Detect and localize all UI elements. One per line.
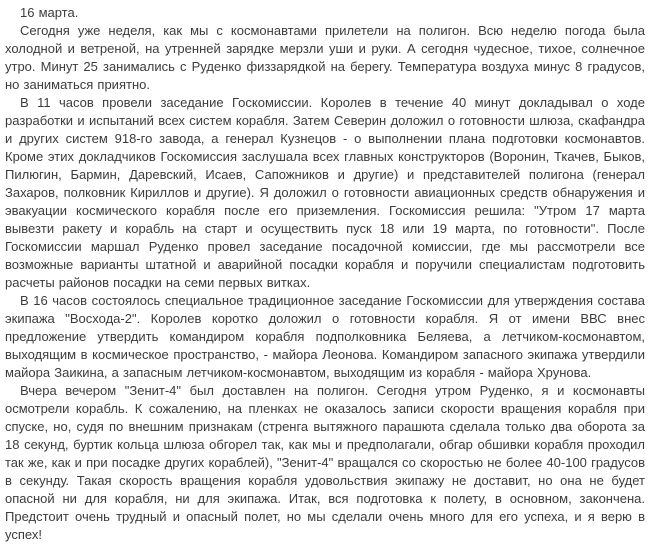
- date-heading: 16 марта.: [20, 5, 79, 20]
- paragraph-zenit-inspection: Вчера вечером "Зенит-4" был доставлен на полигон. Сегодня утром Руденко, я и космонавты осмотрели корабль. К сожалению, на пленках не оказалось записи скорости вращения корабля при спуске, но, судя по внешним признакам (стренга вытяжного парашюта сделала только два оборота за 18 секунд, буртик кольца шлюза обгорел так, как мы и предполагали, обгар обшивки корабля проходил так же, как и при посадке других кораблей), "Зенит-4" вращался со скоростью не более 40-100 градусов в секунду. Такая скорость вращения корабля удовольствия экипажу не доставит, но она не будет опасной ни для корабля, ни для экипажа. Итак, вся подготовка к полету, в основном, закончена. Предстоит очень трудный и опасный полет, но мы сделали очень много для его успеха, и я верю в успех!: [5, 383, 645, 542]
- paragraph-state-commission: В 11 часов провели заседание Госкомиссии. Королев в течение 40 минут докладывал о ходе разработки и испытаний всех систем корабля. Затем Северин доложил о готовности шлюза, скафандра и других систем 918-го завода, а генерал Кузнецов - о выполнении плана подготовки космонавтов. Кроме этих докладчиков Госкомиссия заслушала всех главных конструкторов (Воронин, Ткачев, Быков, Пилюгин, Бармин, Даревский, Исаев, Сапожников и другие) и представителей полигона (генерал Захаров, полковник Кириллов и другие). Я доложил о готовности авиационных средств обнаружения и эвакуации космического корабля после его приземления. Госкомиссия решила: "Утром 17 марта вывезти ракету и корабль на старт и осуществить пуск 18 или 19 марта, по готовности". После Госкомиссии маршал Руденко провел заседание посадочной комиссии, где мы рассмотрели все возможные варианты штатной и аварийной посадки корабля и поручили специалистам подготовить расчеты районов посадки на семи первых витках.: [5, 95, 645, 290]
- paragraph-weather: Сегодня уже неделя, как мы с космонавтами прилетели на полигон. Всю неделю погода была холодной и ветреной, на утренней зарядке мерзли уши и руки. А сегодня чудесное, тихое, солнечное утро. Минут 25 занимались с Руденко физзарядкой на берегу. Температура воздуха минус 8 градусов, но заниматься приятно.: [5, 23, 645, 92]
- paragraph-crew-approval: В 16 часов состоялось специальное традиционное заседание Госкомиссии для утверждения состава экипажа "Восхода-2". Королев коротко доложил о готовности корабля. Я от имени ВВС внес предложение утвердить командиром корабля подполковника Беляева, а летчиком-космонавтом, выходящим в космическое пространство, - майора Леонова. Командиром запасного экипажа утвердили майора Заикина, а запасным летчиком-космонавтом, выходящим из корабля - майора Хрунова.: [5, 293, 645, 380]
